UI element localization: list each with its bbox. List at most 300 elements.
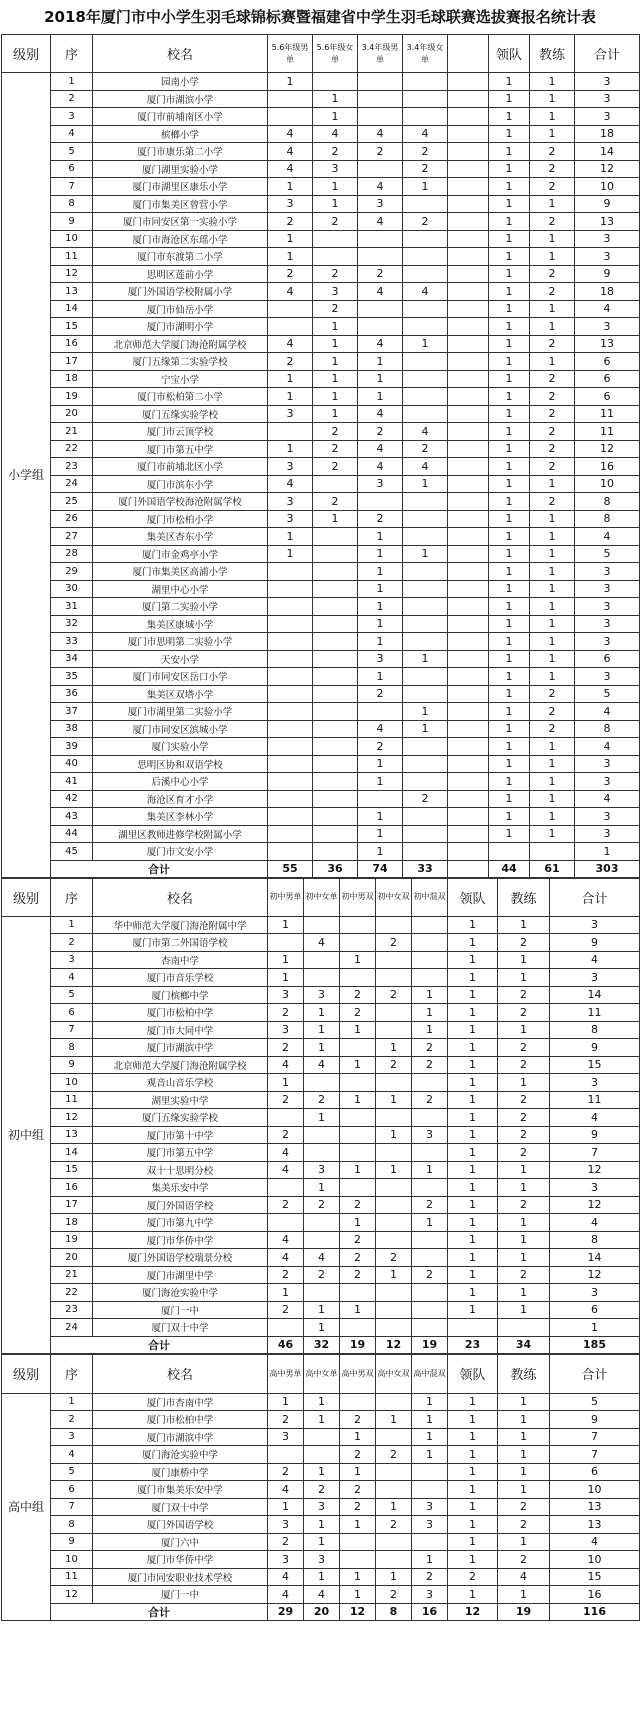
group-label: 初中组 <box>2 916 51 1353</box>
count-cell: 1 <box>489 755 530 773</box>
count-cell: 1 <box>340 1568 376 1586</box>
row-number: 20 <box>51 405 93 423</box>
row-number: 20 <box>51 1249 93 1267</box>
count-cell <box>340 1039 376 1057</box>
table-row <box>2 755 640 773</box>
row-number: 19 <box>51 388 93 406</box>
count-cell <box>412 1109 448 1127</box>
school-name: 北京师范大学厦门海沧附属学校 <box>93 335 268 353</box>
count-cell: 1 <box>268 388 313 406</box>
table-row <box>2 1231 640 1249</box>
table-row <box>2 1586 640 1604</box>
total-value: 12 <box>340 1603 376 1620</box>
table-row <box>2 1266 640 1284</box>
count-cell: 3 <box>268 1551 304 1569</box>
count-cell: 1 <box>530 773 575 791</box>
column-header: 高中男双 <box>340 1354 376 1393</box>
table-row <box>2 353 640 371</box>
table-row <box>2 1284 640 1302</box>
count-cell: 1 <box>358 668 403 686</box>
count-cell <box>313 825 358 843</box>
count-cell: 1 <box>530 528 575 546</box>
count-cell: 4 <box>403 125 448 143</box>
count-cell <box>403 755 448 773</box>
count-cell: 1 <box>358 615 403 633</box>
count-cell: 4 <box>304 1586 340 1604</box>
table-row <box>2 388 640 406</box>
count-cell: 1 <box>489 528 530 546</box>
count-cell: 1 <box>530 598 575 616</box>
row-number: 3 <box>51 951 93 969</box>
count-cell: 4 <box>268 283 313 301</box>
count-cell: 2 <box>268 1266 304 1284</box>
count-cell: 1 <box>376 1126 412 1144</box>
total-value: 19 <box>498 1603 550 1620</box>
count-cell <box>376 1021 412 1039</box>
count-cell <box>313 230 358 248</box>
count-cell: 1 <box>358 580 403 598</box>
primary-school-section <box>0 34 640 878</box>
blank-cell <box>448 90 489 108</box>
count-cell <box>268 90 313 108</box>
count-cell <box>403 318 448 336</box>
count-cell <box>313 773 358 791</box>
row-number: 1 <box>51 916 93 934</box>
count-cell: 9 <box>550 1411 640 1429</box>
count-cell <box>358 300 403 318</box>
school-name: 厦门市前埔北区小学 <box>93 458 268 476</box>
row-number: 11 <box>51 248 93 266</box>
count-cell <box>358 493 403 511</box>
count-cell: 2 <box>498 1109 550 1127</box>
count-cell: 1 <box>489 773 530 791</box>
count-cell: 2 <box>304 1091 340 1109</box>
total-value: 33 <box>403 860 448 877</box>
blank-cell <box>448 458 489 476</box>
count-cell: 2 <box>313 493 358 511</box>
count-cell: 1 <box>340 1463 376 1481</box>
table-row <box>2 1214 640 1232</box>
blank-cell <box>448 423 489 441</box>
count-cell <box>268 633 313 651</box>
count-cell: 2 <box>530 143 575 161</box>
count-cell: 1 <box>498 1463 550 1481</box>
count-cell <box>412 1231 448 1249</box>
school-name: 宁宝小学 <box>93 370 268 388</box>
row-number: 37 <box>51 703 93 721</box>
school-name: 厦门市同安区第一实验小学 <box>93 213 268 231</box>
row-number: 36 <box>51 685 93 703</box>
count-cell: 1 <box>268 528 313 546</box>
column-header: 3.4年级男单 <box>358 35 403 73</box>
count-cell: 1 <box>412 1411 448 1429</box>
school-name: 厦门市第二外国语学校 <box>93 934 268 952</box>
column-header: 校名 <box>93 35 268 73</box>
count-cell: 1 <box>340 1214 376 1232</box>
school-name: 厦门一中 <box>93 1586 268 1604</box>
count-cell: 1 <box>530 650 575 668</box>
column-header: 级别 <box>2 1354 51 1393</box>
count-cell: 1 <box>313 90 358 108</box>
count-cell: 1 <box>268 178 313 196</box>
count-cell: 6 <box>575 388 640 406</box>
count-cell: 4 <box>358 405 403 423</box>
count-cell: 3 <box>575 615 640 633</box>
row-number: 32 <box>51 615 93 633</box>
count-cell <box>340 1179 376 1197</box>
count-cell: 1 <box>498 951 550 969</box>
count-cell <box>340 1126 376 1144</box>
table-row <box>2 1463 640 1481</box>
count-cell <box>313 615 358 633</box>
school-name: 厦门外国语学校海沧附属学校 <box>93 493 268 511</box>
school-name: 湖里实验中学 <box>93 1091 268 1109</box>
school-name: 厦门五缘第二实验学校 <box>93 353 268 371</box>
count-cell: 2 <box>412 1568 448 1586</box>
column-header: 3.4年级女单 <box>403 35 448 73</box>
count-cell: 1 <box>448 1126 498 1144</box>
count-cell <box>412 916 448 934</box>
count-cell <box>376 1231 412 1249</box>
count-cell: 11 <box>575 405 640 423</box>
count-cell: 1 <box>448 1411 498 1429</box>
count-cell: 1 <box>530 580 575 598</box>
row-number: 24 <box>51 1319 93 1337</box>
count-cell: 1 <box>268 1074 304 1092</box>
count-cell <box>412 1533 448 1551</box>
column-header: 校名 <box>93 1354 268 1393</box>
count-cell: 1 <box>340 1428 376 1446</box>
table-row <box>2 458 640 476</box>
count-cell: 1 <box>376 1091 412 1109</box>
count-cell: 2 <box>403 790 448 808</box>
count-cell <box>376 951 412 969</box>
school-name: 厦门市同安区岳口小学 <box>93 668 268 686</box>
school-name: 厦门市仙岳小学 <box>93 300 268 318</box>
count-cell <box>376 1144 412 1162</box>
count-cell <box>376 1214 412 1232</box>
count-cell: 1 <box>489 405 530 423</box>
count-cell <box>358 703 403 721</box>
group-label: 高中组 <box>2 1393 51 1620</box>
table-row <box>2 1481 640 1499</box>
count-cell: 3 <box>575 633 640 651</box>
count-cell: 12 <box>575 440 640 458</box>
table-row <box>2 1568 640 1586</box>
count-cell <box>530 843 575 861</box>
row-number: 22 <box>51 1284 93 1302</box>
row-number: 41 <box>51 773 93 791</box>
table-row <box>2 969 640 987</box>
count-cell: 1 <box>358 773 403 791</box>
count-cell: 3 <box>575 73 640 91</box>
table-row <box>2 1004 640 1022</box>
count-cell: 1 <box>448 1586 498 1604</box>
school-name: 槟榔小学 <box>93 125 268 143</box>
count-cell <box>268 825 313 843</box>
count-cell <box>313 703 358 721</box>
count-cell: 1 <box>489 213 530 231</box>
count-cell: 2 <box>376 1249 412 1267</box>
count-cell: 3 <box>575 755 640 773</box>
count-cell: 1 <box>358 370 403 388</box>
count-cell <box>313 580 358 598</box>
count-cell: 2 <box>340 1249 376 1267</box>
row-number: 21 <box>51 1266 93 1284</box>
table-row <box>2 986 640 1004</box>
column-header: 高中女单 <box>304 1354 340 1393</box>
school-name: 厦门市集美乐安中学 <box>93 1481 268 1499</box>
count-cell: 1 <box>448 1266 498 1284</box>
count-cell: 1 <box>530 668 575 686</box>
count-cell: 2 <box>498 934 550 952</box>
count-cell <box>313 545 358 563</box>
count-cell <box>304 1284 340 1302</box>
school-name: 湖里中心小学 <box>93 580 268 598</box>
count-cell: 1 <box>489 580 530 598</box>
count-cell: 1 <box>530 108 575 126</box>
table-row <box>2 283 640 301</box>
count-cell: 1 <box>268 1393 304 1411</box>
count-cell <box>304 1144 340 1162</box>
count-cell: 2 <box>340 1481 376 1499</box>
count-cell: 4 <box>358 125 403 143</box>
column-header: 5.6年级女单 <box>313 35 358 73</box>
count-cell: 1 <box>530 545 575 563</box>
school-name: 厦门市第九中学 <box>93 1214 268 1232</box>
table-row <box>2 213 640 231</box>
total-row <box>2 1603 640 1620</box>
count-cell: 1 <box>376 1039 412 1057</box>
total-row <box>2 1336 640 1353</box>
school-name: 厦门市华侨中学 <box>93 1551 268 1569</box>
count-cell: 1 <box>489 125 530 143</box>
blank-cell <box>448 108 489 126</box>
count-cell: 18 <box>575 125 640 143</box>
count-cell: 1 <box>304 1568 340 1586</box>
count-cell: 1 <box>304 1021 340 1039</box>
table-row <box>2 951 640 969</box>
count-cell <box>268 580 313 598</box>
count-cell: 2 <box>358 510 403 528</box>
count-cell: 1 <box>376 1266 412 1284</box>
school-name: 厦门第二实验小学 <box>93 598 268 616</box>
school-name: 厦门市云顶学校 <box>93 423 268 441</box>
count-cell: 3 <box>575 248 640 266</box>
school-name: 思明区莲前小学 <box>93 265 268 283</box>
school-name: 厦门市海沧区东瑶小学 <box>93 230 268 248</box>
count-cell: 1 <box>412 1446 448 1464</box>
row-number: 33 <box>51 633 93 651</box>
school-name: 厦门市湖里第二实验小学 <box>93 703 268 721</box>
count-cell <box>313 73 358 91</box>
count-cell <box>403 195 448 213</box>
row-number: 3 <box>51 108 93 126</box>
column-header: 高中女双 <box>376 1354 412 1393</box>
count-cell <box>376 1179 412 1197</box>
count-cell <box>340 1533 376 1551</box>
column-header: 初中混双 <box>412 878 448 916</box>
count-cell: 1 <box>448 1109 498 1127</box>
count-cell <box>313 633 358 651</box>
count-cell: 1 <box>448 1196 498 1214</box>
blank-cell <box>448 510 489 528</box>
blank-cell <box>448 615 489 633</box>
column-header: 合计 <box>550 878 640 916</box>
count-cell: 2 <box>304 1266 340 1284</box>
row-number: 8 <box>51 1516 93 1534</box>
school-name: 厦门一中 <box>93 1301 268 1319</box>
table-row <box>2 493 640 511</box>
school-name: 海沧区育才小学 <box>93 790 268 808</box>
table-row <box>2 73 640 91</box>
count-cell: 3 <box>313 283 358 301</box>
count-cell <box>412 969 448 987</box>
row-number: 15 <box>51 318 93 336</box>
count-cell: 1 <box>498 969 550 987</box>
total-label: 合计 <box>51 860 268 877</box>
count-cell: 1 <box>448 916 498 934</box>
count-cell <box>340 1074 376 1092</box>
count-cell: 4 <box>358 458 403 476</box>
count-cell: 1 <box>489 475 530 493</box>
count-cell: 2 <box>530 720 575 738</box>
column-header: 级别 <box>2 35 51 73</box>
count-cell: 2 <box>358 143 403 161</box>
primary-school-table <box>1 34 640 878</box>
blank-cell <box>448 143 489 161</box>
school-name: 厦门市同安区滨城小学 <box>93 720 268 738</box>
count-cell: 1 <box>268 73 313 91</box>
count-cell <box>403 668 448 686</box>
count-cell <box>403 300 448 318</box>
blank-cell <box>448 283 489 301</box>
row-number: 30 <box>51 580 93 598</box>
count-cell: 4 <box>550 951 640 969</box>
count-cell: 1 <box>358 528 403 546</box>
count-cell: 1 <box>448 1021 498 1039</box>
count-cell: 8 <box>575 720 640 738</box>
count-cell: 1 <box>489 458 530 476</box>
table-row <box>2 370 640 388</box>
count-cell: 4 <box>358 720 403 738</box>
row-number: 8 <box>51 1039 93 1057</box>
blank-cell <box>448 248 489 266</box>
count-cell: 2 <box>530 685 575 703</box>
count-cell: 2 <box>530 370 575 388</box>
count-cell: 1 <box>358 563 403 581</box>
count-cell: 1 <box>313 353 358 371</box>
row-number: 8 <box>51 195 93 213</box>
table-row <box>2 108 640 126</box>
count-cell: 8 <box>575 493 640 511</box>
senior-high-table <box>1 1354 640 1621</box>
count-cell: 1 <box>448 1284 498 1302</box>
row-number: 10 <box>51 1551 93 1569</box>
school-name: 厦门市第五中学 <box>93 1144 268 1162</box>
table-row <box>2 934 640 952</box>
table-row <box>2 335 640 353</box>
school-name: 厦门外国语学校瑞景分校 <box>93 1249 268 1267</box>
count-cell: 1 <box>448 1446 498 1464</box>
count-cell: 2 <box>313 265 358 283</box>
count-cell <box>358 318 403 336</box>
count-cell: 1 <box>313 388 358 406</box>
count-cell <box>376 1284 412 1302</box>
count-cell: 3 <box>550 969 640 987</box>
count-cell: 12 <box>550 1196 640 1214</box>
total-label: 合计 <box>51 1336 268 1353</box>
school-name: 集美区李林小学 <box>93 808 268 826</box>
count-cell: 12 <box>575 160 640 178</box>
count-cell: 1 <box>448 1091 498 1109</box>
table-row <box>2 1074 640 1092</box>
count-cell: 1 <box>313 318 358 336</box>
blank-cell <box>448 633 489 651</box>
count-cell: 1 <box>448 951 498 969</box>
count-cell <box>403 738 448 756</box>
count-cell <box>304 1231 340 1249</box>
count-cell: 14 <box>550 986 640 1004</box>
count-cell: 1 <box>530 615 575 633</box>
count-cell: 3 <box>550 916 640 934</box>
count-cell: 1 <box>412 1551 448 1569</box>
count-cell: 1 <box>498 1411 550 1429</box>
count-cell <box>403 370 448 388</box>
count-cell: 4 <box>403 458 448 476</box>
count-cell: 7 <box>550 1446 640 1464</box>
row-number: 38 <box>51 720 93 738</box>
count-cell <box>304 1428 340 1446</box>
count-cell: 3 <box>304 1498 340 1516</box>
count-cell: 9 <box>575 265 640 283</box>
count-cell: 3 <box>550 1179 640 1197</box>
row-number: 2 <box>51 90 93 108</box>
count-cell: 18 <box>575 283 640 301</box>
column-header: 合计 <box>550 1354 640 1393</box>
count-cell: 2 <box>340 1266 376 1284</box>
count-cell <box>376 1196 412 1214</box>
count-cell: 11 <box>575 423 640 441</box>
total-value: 12 <box>448 1603 498 1620</box>
blank-cell <box>448 650 489 668</box>
table-row <box>2 528 640 546</box>
count-cell: 3 <box>358 195 403 213</box>
count-cell <box>412 1481 448 1499</box>
school-name: 厦门外国语学校 <box>93 1196 268 1214</box>
count-cell: 2 <box>340 1411 376 1429</box>
count-cell: 2 <box>304 1196 340 1214</box>
count-cell: 7 <box>550 1144 640 1162</box>
count-cell <box>403 405 448 423</box>
count-cell: 1 <box>313 178 358 196</box>
count-cell: 1 <box>340 951 376 969</box>
total-value: 116 <box>550 1603 640 1620</box>
count-cell: 1 <box>448 1161 498 1179</box>
count-cell <box>268 598 313 616</box>
count-cell: 4 <box>268 1481 304 1499</box>
count-cell <box>376 916 412 934</box>
count-cell: 4 <box>268 1249 304 1267</box>
school-name: 北京师范大学厦门海沧附属学校 <box>93 1056 268 1074</box>
count-cell <box>340 934 376 952</box>
blank-cell <box>448 580 489 598</box>
count-cell: 4 <box>403 423 448 441</box>
count-cell <box>340 1284 376 1302</box>
row-number: 31 <box>51 598 93 616</box>
count-cell <box>268 1214 304 1232</box>
count-cell <box>268 1319 304 1337</box>
